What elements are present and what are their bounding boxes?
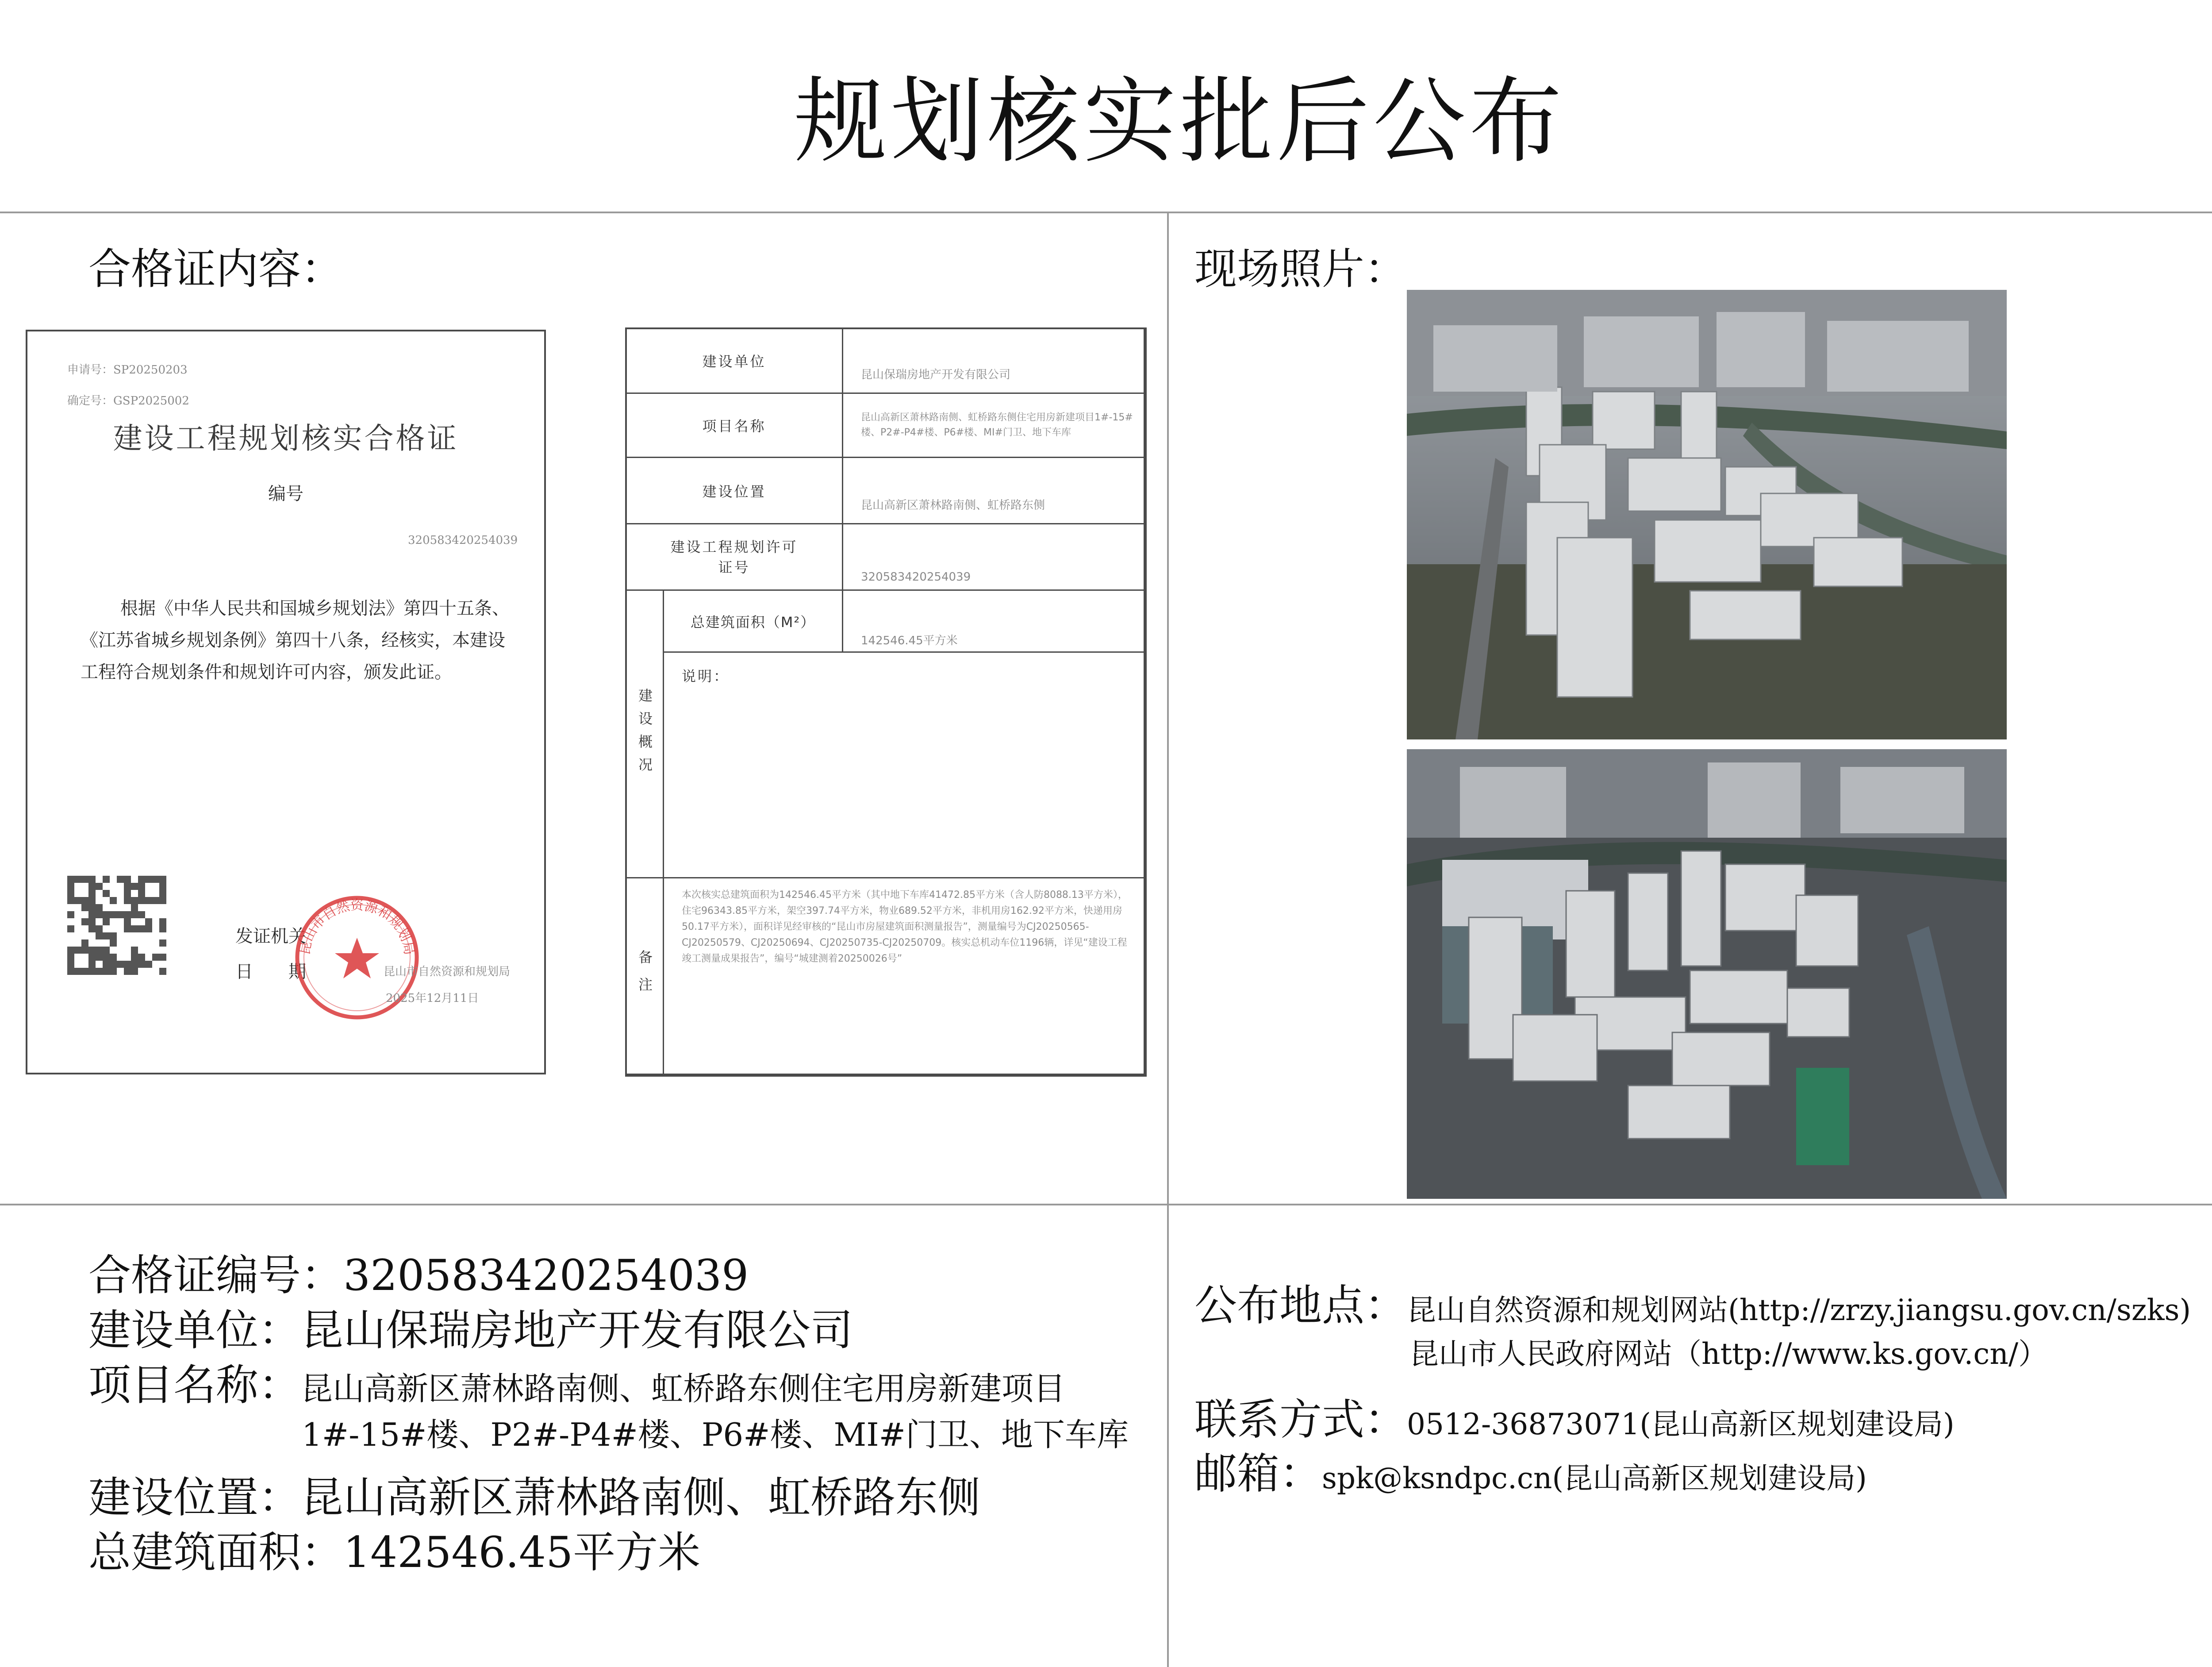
qr-module [88, 961, 96, 968]
qr-module [145, 876, 152, 883]
project-value-line1: 昆山高新区萧林路南侧、虹桥路东侧住宅用房新建项目 [301, 1370, 1066, 1407]
qr-module [110, 961, 117, 968]
contact-row [1194, 1393, 1955, 1447]
table-label-overview: 建设概况 [626, 590, 664, 878]
issuer-label: 发证机关 [235, 926, 306, 947]
qr-module [67, 876, 74, 883]
qr-module [131, 932, 138, 939]
qr-module [88, 890, 96, 897]
qr-module [74, 876, 81, 883]
qr-module [145, 911, 152, 918]
table-value-builder: 昆山保瑞房地产开发有限公司 [843, 328, 1146, 393]
qr-module [145, 925, 152, 932]
publish-place-label: 公布地点： [1194, 1281, 1407, 1330]
area-label: 总建筑面积： [88, 1528, 343, 1577]
qr-module [145, 890, 152, 897]
number-label: 编号 [268, 484, 303, 504]
qr-module [96, 925, 103, 932]
qr-module [81, 932, 88, 939]
qr-module [74, 932, 81, 939]
table-label-builder: 建设单位 [626, 328, 843, 393]
table-label-project: 项目名称 [626, 393, 843, 458]
builder-value: 昆山保瑞房地产开发有限公司 [301, 1305, 853, 1355]
qr-module [81, 918, 88, 925]
qr-module [110, 968, 117, 975]
certificate-number: 320583420254039 [408, 534, 518, 547]
qr-module [152, 911, 159, 918]
qr-module [74, 911, 81, 918]
qr-module [67, 939, 74, 947]
qr-module [138, 954, 145, 961]
qr-module [145, 947, 152, 954]
qr-module [159, 954, 166, 961]
qr-module [131, 947, 138, 954]
qr-module [81, 897, 88, 904]
qr-module [152, 939, 159, 947]
qr-module [152, 918, 159, 925]
qr-module [145, 954, 152, 961]
qr-module [67, 961, 74, 968]
qr-module [67, 911, 74, 918]
qr-module [138, 932, 145, 939]
qr-module [110, 932, 117, 939]
qr-module [145, 918, 152, 925]
qr-module [74, 939, 81, 947]
area-value: 142546.45平方米 [343, 1528, 701, 1577]
qr-module [138, 890, 145, 897]
qr-module [124, 925, 131, 932]
project-label: 项目名称： [88, 1360, 301, 1410]
qr-module [124, 897, 131, 904]
certificate-page-front [26, 330, 546, 1074]
qr-module [74, 947, 81, 954]
qr-module [81, 968, 88, 975]
qr-module [124, 932, 131, 939]
qr-module [74, 925, 81, 932]
qr-module [131, 883, 138, 890]
qr-module [159, 968, 166, 975]
qr-module [152, 883, 159, 890]
qr-module [152, 890, 159, 897]
qr-module [117, 932, 124, 939]
qr-module [159, 904, 166, 911]
qr-module [110, 947, 117, 954]
qr-module [103, 876, 110, 883]
apply-number: 申请号：SP20250203 [67, 363, 188, 377]
qr-module [103, 961, 110, 968]
qr-module [88, 918, 96, 925]
publish-place-line1: 昆山自然资源和规划网站(http://zrzy.jiangsu.gov.cn/szks) [1407, 1293, 2191, 1327]
qr-module [96, 932, 103, 939]
builder-label: 建设单位： [88, 1305, 301, 1355]
qr-module [124, 947, 131, 954]
qr-module [81, 904, 88, 911]
location-value: 昆山高新区萧林路南侧、虹桥路东侧 [301, 1473, 980, 1522]
qr-module [103, 883, 110, 890]
qr-module [117, 911, 124, 918]
issuer-name: 昆山市自然资源和规划局 [384, 965, 511, 978]
qr-module [138, 939, 145, 947]
qr-module [145, 904, 152, 911]
qr-module [124, 918, 131, 925]
qr-module [152, 897, 159, 904]
qr-module [67, 947, 74, 954]
qr-module [103, 890, 110, 897]
qr-module [74, 890, 81, 897]
qr-module [110, 876, 117, 883]
qr-module [74, 918, 81, 925]
qr-module [67, 897, 74, 904]
middle-divider [0, 1204, 2212, 1205]
qr-module [88, 904, 96, 911]
qr-module [103, 947, 110, 954]
qr-module [103, 968, 110, 975]
project-value-line2: 1#-15#楼、P2#-P4#楼、P6#楼、MI#门卫、地下车库 [302, 1416, 1129, 1453]
qr-module [131, 897, 138, 904]
qr-module [88, 876, 96, 883]
email-row [1194, 1447, 1867, 1501]
qr-module [96, 947, 103, 954]
qr-module [88, 897, 96, 904]
header-divider [0, 212, 2212, 213]
qr-module [131, 876, 138, 883]
qr-module [88, 932, 96, 939]
aerial-photo-dusk [1407, 749, 2007, 1199]
qr-module [96, 876, 103, 883]
cert-no-row [88, 1249, 749, 1302]
qr-module [103, 954, 110, 961]
qr-module [81, 876, 88, 883]
qr-module [159, 925, 166, 932]
qr-module [145, 883, 152, 890]
qr-module [96, 890, 103, 897]
qr-module [138, 904, 145, 911]
qr-module [81, 890, 88, 897]
description-label: 说明： [682, 668, 730, 685]
qr-module [131, 911, 138, 918]
qr-module [67, 925, 74, 932]
qr-module [117, 890, 124, 897]
qr-module [81, 954, 88, 961]
qr-module [67, 954, 74, 961]
qr-module [152, 947, 159, 954]
publish-place-line2: 昆山市人民政府网站（http://www.ks.gov.cn/） [1409, 1337, 2048, 1371]
qr-module [152, 954, 159, 961]
column-divider [1167, 212, 1169, 1667]
qr-module [81, 911, 88, 918]
qr-module [74, 961, 81, 968]
qr-module [152, 876, 159, 883]
qr-module [117, 897, 124, 904]
qr-module [117, 925, 124, 932]
qr-module [81, 961, 88, 968]
qr-module [159, 939, 166, 947]
qr-module [67, 932, 74, 939]
qr-module [145, 897, 152, 904]
qr-module [96, 883, 103, 890]
qr-module [117, 968, 124, 975]
qr-module [117, 883, 124, 890]
qr-module [110, 883, 117, 890]
qr-module [110, 939, 117, 947]
email-label: 邮箱： [1194, 1449, 1322, 1498]
qr-module [152, 904, 159, 911]
qr-module [159, 961, 166, 968]
table-label-location: 建设位置 [626, 458, 843, 524]
qr-module [131, 918, 138, 925]
qr-module [131, 904, 138, 911]
qr-module [159, 947, 166, 954]
area-row [88, 1526, 700, 1579]
aerial-photo-day [1407, 290, 2007, 739]
qr-module [159, 932, 166, 939]
qr-module [131, 961, 138, 968]
contact-label: 联系方式： [1194, 1395, 1407, 1444]
qr-module [131, 954, 138, 961]
qr-module [124, 939, 131, 947]
qr-module [103, 904, 110, 911]
qr-module [117, 947, 124, 954]
qr-module [152, 968, 159, 975]
qr-module [103, 939, 110, 947]
qr-module [117, 954, 124, 961]
qr-module [138, 968, 145, 975]
qr-module [152, 932, 159, 939]
qr-module [67, 904, 74, 911]
qr-module [96, 939, 103, 947]
qr-module [110, 890, 117, 897]
issue-date: 2025年12月11日 [386, 992, 479, 1005]
seal-text: 昆山市自然资源和规划局 [297, 897, 417, 956]
qr-module [117, 939, 124, 947]
qr-module [124, 911, 131, 918]
qr-module [117, 961, 124, 968]
cert-no-label: 合格证编号： [88, 1251, 343, 1300]
qr-module [159, 911, 166, 918]
qr-module [74, 883, 81, 890]
qr-module [81, 883, 88, 890]
qr-module [138, 876, 145, 883]
qr-module [152, 925, 159, 932]
qr-module [138, 883, 145, 890]
qr-module [96, 911, 103, 918]
qr-module [138, 947, 145, 954]
table-value-area: 142546.45平方米 [843, 590, 1146, 652]
project-row [88, 1359, 1065, 1412]
qr-module [103, 918, 110, 925]
qr-module [117, 876, 124, 883]
qr-module [138, 925, 145, 932]
table-value-location: 昆山高新区萧林路南侧、虹桥路东侧 [843, 458, 1146, 524]
qr-module [117, 904, 124, 911]
photos-heading: 现场照片： [1194, 244, 1407, 294]
qr-module [81, 925, 88, 932]
qr-module [67, 918, 74, 925]
qr-module [124, 961, 131, 968]
qr-module [145, 968, 152, 975]
certificate-page-back [625, 327, 1145, 1075]
table-label-remarks: 备注 [626, 878, 664, 1076]
qr-module [74, 897, 81, 904]
qr-module [110, 897, 117, 904]
qr-module [131, 968, 138, 975]
email-value: spk@ksndpc.cn(昆山高新区规划建设局) [1322, 1461, 1867, 1495]
qr-module [131, 939, 138, 947]
qr-module [88, 911, 96, 918]
qr-module [124, 904, 131, 911]
date-label: 日 期 [235, 962, 306, 982]
qr-code [67, 876, 166, 975]
qr-module [110, 904, 117, 911]
qr-module [110, 918, 117, 925]
qr-module [67, 883, 74, 890]
qr-module [81, 939, 88, 947]
qr-module [88, 947, 96, 954]
certificate-title: 建设工程规划核实合格证 [113, 421, 459, 455]
qr-module [74, 904, 81, 911]
certificate-body: 根据《中华人民共和国城乡规划法》第四十五条、《江苏省城乡规划条例》第四十八条，经核实，本建设工程符合规划条件和规划许可内容，颁发此证。 [81, 598, 510, 682]
qr-module [145, 939, 152, 947]
qr-module [138, 911, 145, 918]
qr-module [131, 890, 138, 897]
qr-module [138, 897, 145, 904]
qr-module [88, 939, 96, 947]
qr-module [96, 961, 103, 968]
qr-module [88, 968, 96, 975]
table-remarks: 本次核实总建筑面积为142546.45平方米（其中地下车库41472.85平方米（含人防8088.13平方米），住宅96343.85平方米，架空397.74平方米，物业689.52平方米，非机用房162.92平方米，快递用房50.17平方米），面积详见经审核的“昆山市房屋建筑面积测量报告”，测量编号为CJ20250565-CJ20250579、CJ20250694、CJ20250735-CJ20250709。核实总机动车位1196辆，详见“建设工程竣工测量成果报告”，编号“城建测着20250026号” [664, 878, 1146, 1076]
location-label: 建设位置： [88, 1473, 301, 1522]
builder-row [88, 1304, 853, 1357]
qr-module [96, 918, 103, 925]
qr-module [96, 954, 103, 961]
table-value-permit: 320583420254039 [843, 524, 1146, 590]
qr-module [159, 897, 166, 904]
table-label-permit: 建设工程规划许可证号 [626, 524, 843, 590]
qr-module [88, 925, 96, 932]
table-description [664, 652, 1146, 878]
qr-module [74, 954, 81, 961]
qr-module [96, 968, 103, 975]
qr-module [145, 932, 152, 939]
qr-module [131, 925, 138, 932]
qr-module [159, 876, 166, 883]
publish-place-row [1194, 1279, 2191, 1332]
qr-module [67, 968, 74, 975]
table-label-area: 总建筑面积（M²） [664, 590, 843, 652]
qr-module [96, 904, 103, 911]
location-row [88, 1471, 980, 1524]
qr-module [88, 954, 96, 961]
qr-module [74, 968, 81, 975]
qr-module [124, 890, 131, 897]
table-value-project: 昆山高新区萧林路南侧、虹桥路东侧住宅用房新建项目1#-15#楼、P2#-P4#楼、P6#楼、MI#门卫、地下车库 [843, 393, 1146, 458]
qr-module [103, 911, 110, 918]
qr-module [110, 954, 117, 961]
qr-module [67, 890, 74, 897]
approve-number: 确定号：GSP2025002 [67, 394, 189, 408]
qr-module [81, 947, 88, 954]
certificate-table [625, 327, 1147, 1077]
qr-module [103, 932, 110, 939]
qr-module [152, 961, 159, 968]
qr-module [88, 883, 96, 890]
page-title: 规划核实批后公布 [794, 67, 1566, 176]
qr-module [103, 897, 110, 904]
certificate-heading: 合格证内容： [88, 244, 343, 294]
qr-module [117, 918, 124, 925]
qr-module [124, 954, 131, 961]
qr-module [159, 883, 166, 890]
qr-module [138, 961, 145, 968]
qr-module [124, 876, 131, 883]
cert-no-value: 320583420254039 [343, 1251, 749, 1300]
contact-value: 0512-36873071(昆山高新区规划建设局) [1407, 1407, 1955, 1441]
qr-module [159, 918, 166, 925]
qr-module [124, 968, 131, 975]
qr-module [103, 925, 110, 932]
qr-module [159, 890, 166, 897]
qr-module [145, 961, 152, 968]
qr-module [110, 911, 117, 918]
qr-module [138, 918, 145, 925]
qr-module [110, 925, 117, 932]
qr-module [96, 897, 103, 904]
qr-module [124, 883, 131, 890]
